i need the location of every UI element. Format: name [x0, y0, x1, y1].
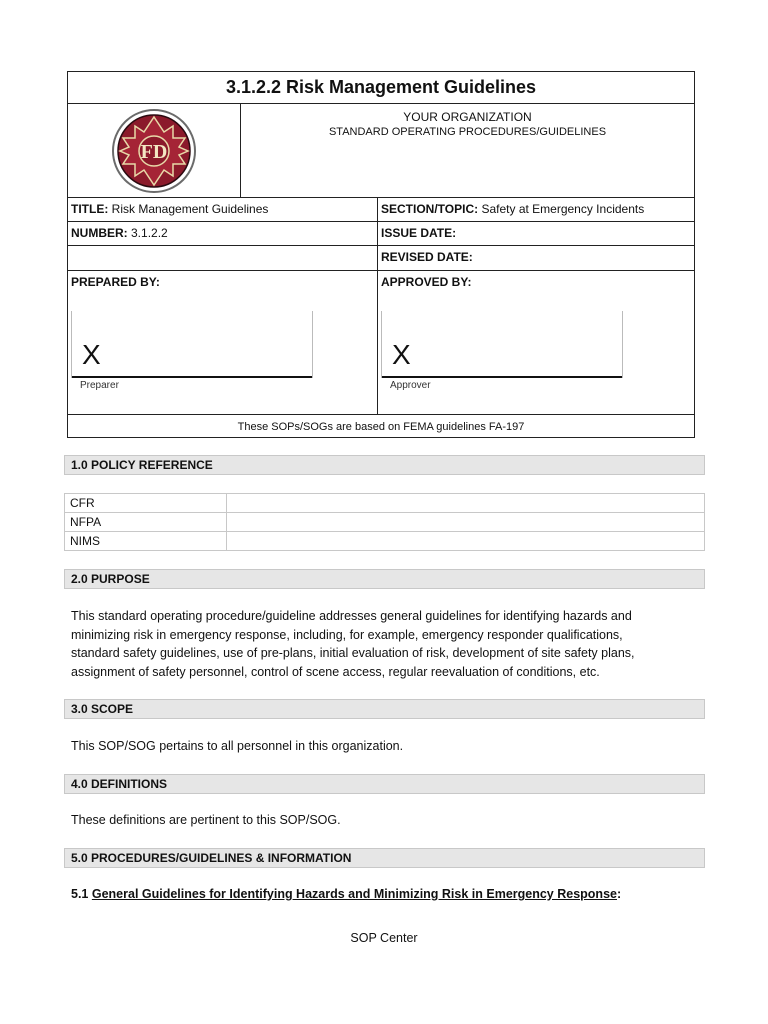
revised-date-label: REVISED DATE: [381, 250, 473, 264]
approved-by-label: APPROVED BY: [381, 275, 472, 289]
maltese-cross-icon [111, 108, 197, 194]
revised-row [68, 246, 694, 271]
subsection-number: 5.1 [71, 887, 92, 901]
preparer-signature-field[interactable] [71, 311, 313, 378]
organization-subtitle: STANDARD OPERATING PROCEDURES/GUIDELINES [328, 126, 607, 138]
purpose-line: minimizing risk in emergency response, including, for example, emergency responder qualifications, [71, 627, 623, 642]
page-footer: SOP Center [350, 931, 418, 945]
subsection-title: General Guidelines for Identifying Hazards and Minimizing Risk in Emergency Response [91, 887, 617, 901]
policy-ref-cfr: CFR [65, 494, 227, 513]
section-topic-value: Safety at Emergency Incidents [478, 202, 645, 216]
prepared-by-block [68, 271, 378, 414]
issue-date-field [378, 222, 694, 245]
document-header [67, 71, 695, 438]
prepared-by-label: PREPARED BY: [71, 275, 160, 289]
title-value: Risk Management Guidelines [108, 202, 269, 216]
fire-department-logo [68, 104, 241, 198]
empty-field [68, 246, 378, 270]
purpose-heading: 2.0 PURPOSE [64, 569, 705, 589]
definitions-paragraph: These definitions are pertinent to this SOP/SOG. [71, 813, 341, 827]
table-row [65, 532, 705, 551]
purpose-line: assignment of safety personnel, control of scene access, regular reevaluation of conditions, etc. [71, 664, 600, 679]
policy-reference-table [64, 493, 705, 551]
procedures-heading: 5.0 PROCEDURES/GUIDELINES & INFORMATION [64, 848, 705, 868]
subsection-heading [71, 887, 621, 901]
policy-ref-value[interactable] [227, 513, 705, 532]
title-label: TITLE: [71, 202, 109, 216]
preparer-caption: Preparer [80, 380, 119, 391]
document-title: 3.1.2.2 Risk Management Guidelines [68, 72, 694, 104]
title-field [68, 198, 378, 221]
purpose-paragraph [71, 607, 711, 681]
approver-signature-mark: X [392, 339, 411, 370]
preparer-signature-mark: X [82, 339, 101, 370]
number-value: 3.1.2.2 [127, 226, 168, 240]
policy-ref-value[interactable] [227, 494, 705, 513]
subsection-suffix: : [616, 887, 622, 901]
scope-heading: 3.0 SCOPE [64, 699, 705, 719]
policy-ref-nfpa: NFPA [65, 513, 227, 532]
organization-name: YOUR ORGANIZATION [403, 110, 532, 124]
fema-note: These SOPs/SOGs are based on FEMA guidelines FA-197 [237, 420, 525, 433]
approver-caption: Approver [390, 380, 431, 391]
number-label: NUMBER: [71, 226, 128, 240]
logo-text: FD [140, 140, 168, 163]
policy-reference-heading: 1.0 POLICY REFERENCE [64, 455, 705, 475]
section-topic-label: SECTION/TOPIC: [381, 202, 479, 216]
title-section-row [68, 198, 694, 222]
table-row [65, 513, 705, 532]
issue-date-label: ISSUE DATE: [381, 226, 457, 240]
number-field [68, 222, 378, 245]
revised-date-field [378, 246, 694, 270]
purpose-line: standard safety guidelines, use of pre-plans, initial evaluation of risk, development of site safety plans, [71, 646, 635, 660]
organization-block [241, 104, 694, 198]
policy-ref-nims: NIMS [65, 532, 227, 551]
approver-signature-field[interactable] [381, 311, 623, 378]
signature-area [68, 271, 694, 415]
section-topic-field [378, 198, 694, 221]
purpose-line: This standard operating procedure/guideline addresses general guidelines for identifying hazards and [71, 609, 632, 623]
scope-paragraph: This SOP/SOG pertains to all personnel in this organization. [71, 739, 404, 753]
table-row [65, 494, 705, 513]
policy-ref-value[interactable] [227, 532, 705, 551]
number-issue-row [68, 222, 694, 246]
preparer-signature-line [72, 376, 312, 378]
approved-by-block [378, 271, 694, 414]
approver-signature-line [382, 376, 622, 378]
definitions-heading: 4.0 DEFINITIONS [64, 774, 705, 794]
